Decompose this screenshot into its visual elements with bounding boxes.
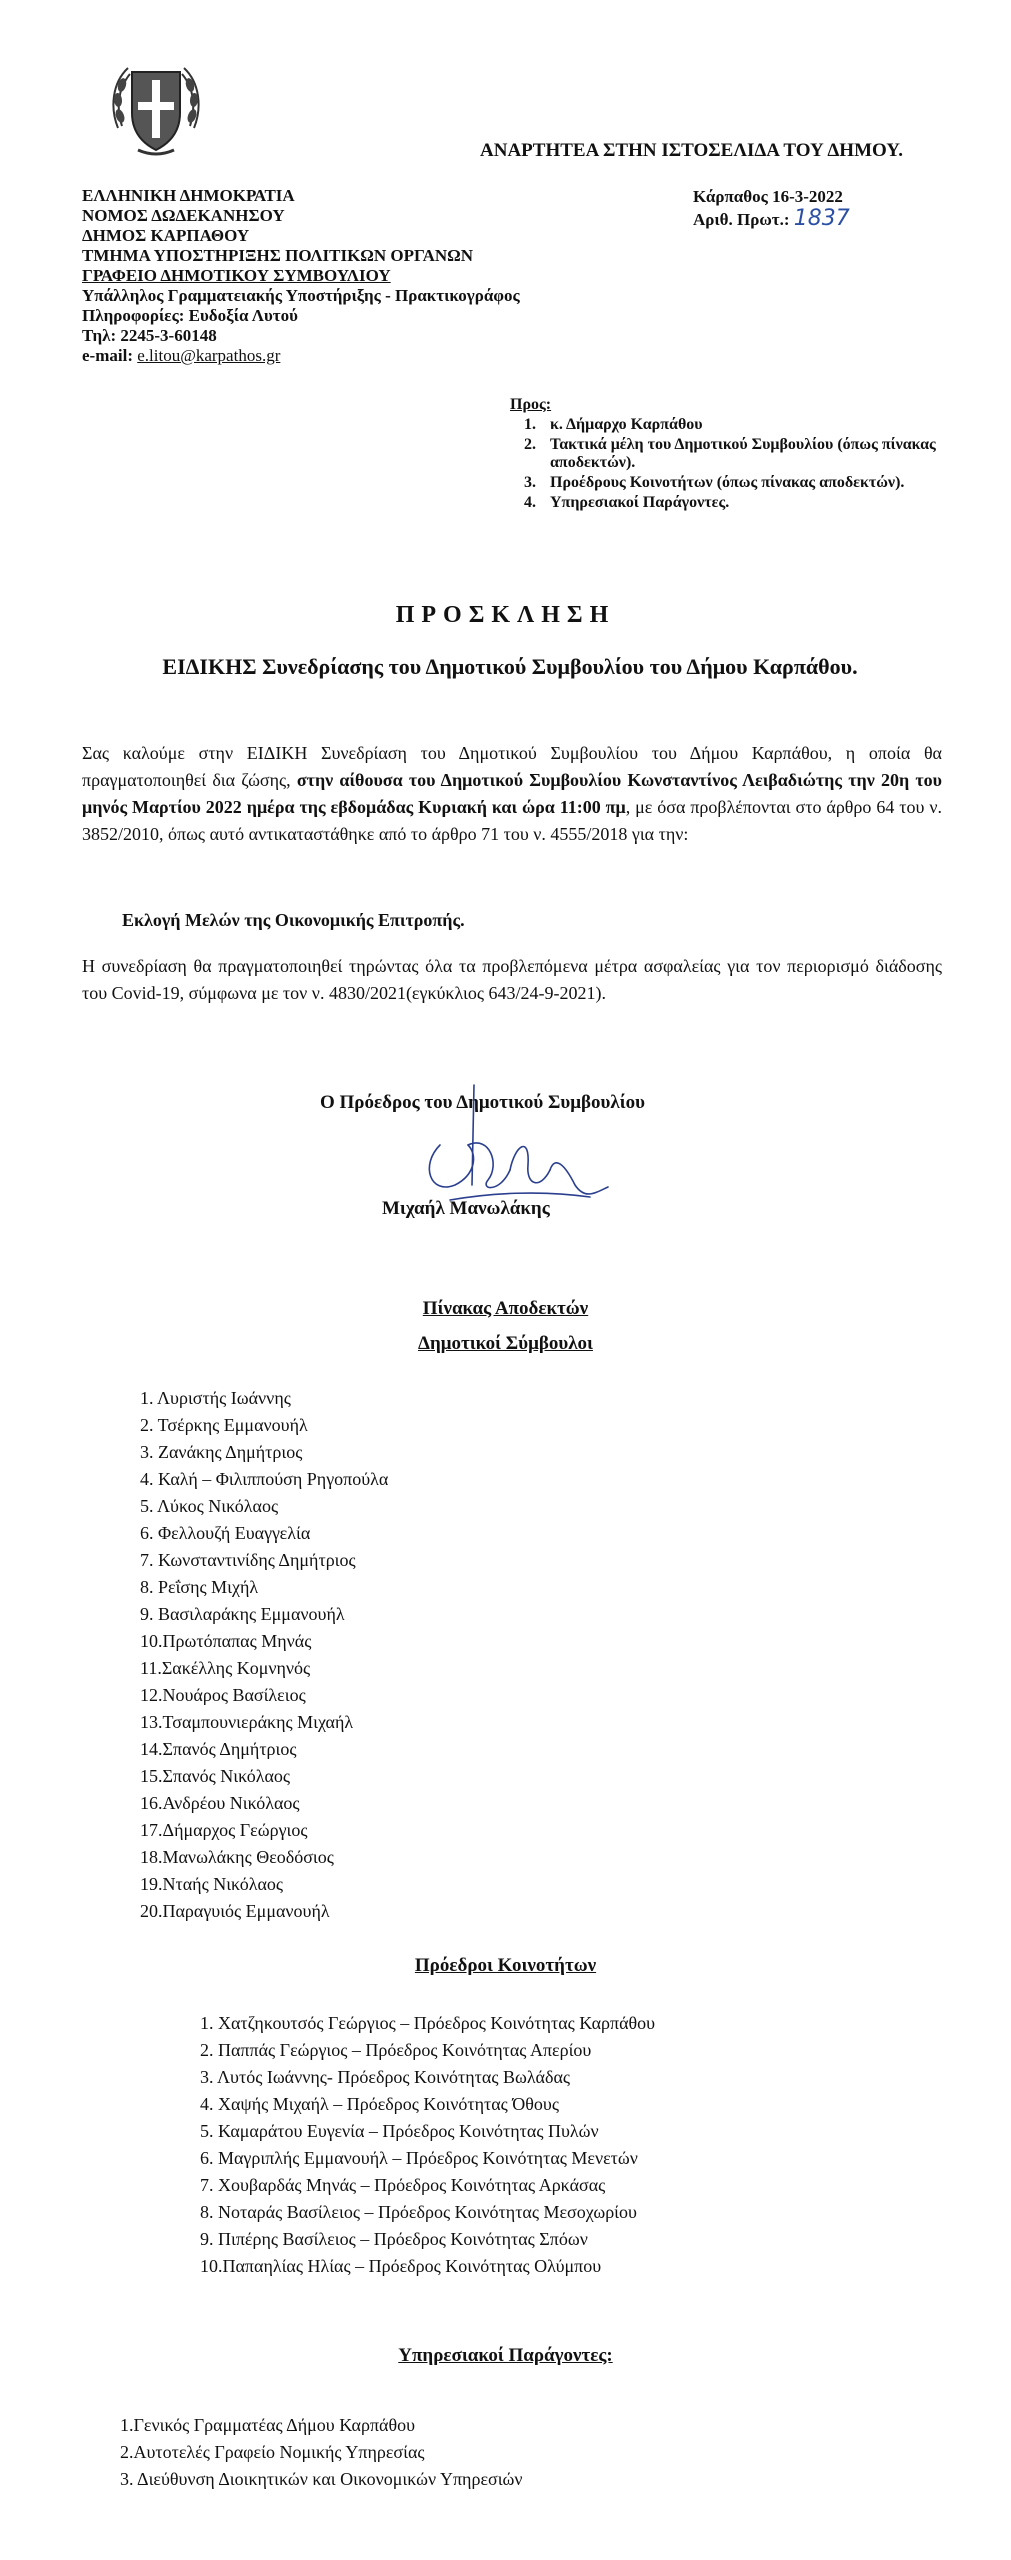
president-name: Μιχαήλ Μανωλάκης <box>382 1198 550 1219</box>
list-item: 7. Χουβαρδάς Μηνάς – Πρόεδρος Κοινότητας Αρκάσας <box>200 2175 606 2195</box>
greek-coat-of-arms-icon <box>108 58 204 158</box>
email-label: e-mail: <box>82 346 133 365</box>
recipients-block <box>510 396 970 514</box>
list-item: 6. Φελλουζή Ευαγγελία <box>140 1523 311 1543</box>
list-item: 13.Τσαμπουνιεράκης Μιχαήλ <box>140 1712 354 1732</box>
protocol-line <box>693 208 850 231</box>
list-item: 4. Καλή – Φιλιππούση Ρηγοπούλα <box>140 1469 389 1489</box>
meeting-venue-time: στην αίθουσα του Δημοτικού Συμβουλίου Κωνσταντίνος Λειβαδιώτης την 20η του μηνός Μαρτίου 2022 ημέρα της εβδομάδας Κυριακή και ώρα 11:00 πμ <box>82 770 942 817</box>
list-item: 2.Αυτοτελές Γραφείο Νομικής Υπηρεσίας <box>120 2442 425 2462</box>
list-item: 10.Πρωτόπαπας Μηνάς <box>140 1631 312 1651</box>
list-item: 3. Διεύθυνση Διοικητικών και Οικονομικών Υπηρεσιών <box>120 2469 523 2489</box>
issuer-department: ΤΜΗΜΑ ΥΠΟΣΤΗΡΙΞΗΣ ΠΟΛΙΤΙΚΩΝ ΟΡΓΑΝΩΝ <box>82 246 474 265</box>
councillors-list <box>140 1385 388 1925</box>
list-item: 9. Βασιλαράκης Εμμανουήλ <box>140 1604 345 1624</box>
issuer-phone: Τηλ: 2245-3-60148 <box>82 326 217 345</box>
list-item: 4. Χαψής Μιχαήλ – Πρόεδρος Κοινότητας Όθους <box>200 2094 559 2114</box>
reference-block <box>693 186 850 231</box>
list-item: 16.Ανδρέου Νικόλαος <box>140 1793 300 1813</box>
list-item: 8. Νοταράς Βασίλειος – Πρόεδρος Κοινότητας Μεσοχωρίου <box>200 2202 637 2222</box>
presidents-list <box>200 2010 655 2280</box>
distribution-title <box>0 1298 1011 1320</box>
issuer-municipality: ΔΗΜΟΣ ΚΑΡΠΑΘΟΥ <box>82 226 250 245</box>
list-item: 6. Μαγριπλής Εμμανουήλ – Πρόεδρος Κοινότητας Μενετών <box>200 2148 638 2168</box>
agenda-item: Εκλογή Μελών της Οικονομικής Επιτροπής. <box>122 910 465 930</box>
place-date: Κάρπαθος 16-3-2022 <box>693 187 843 206</box>
recipients-title: Προς: <box>510 396 552 413</box>
invitation-title: ΠΡΟΣΚΛΗΣΗ <box>395 602 616 628</box>
list-item: 2. Παππάς Γεώργιος – Πρόεδρος Κοινότητας Απερίου <box>200 2040 592 2060</box>
services-title-text: Υπηρεσιακοί Παράγοντες: <box>398 2345 613 2366</box>
list-item: 1. Χατζηκουτσός Γεώργιος – Πρόεδρος Κοινότητας Καρπάθου <box>200 2013 656 2033</box>
email-link[interactable]: e.litou@karpathos.gr <box>137 346 281 365</box>
list-item: 3. Λυτός Ιωάννης- Πρόεδρος Κοινότητας Βωλάδας <box>200 2067 571 2087</box>
list-item: 18.Μανωλάκης Θεοδόσιος <box>140 1847 334 1867</box>
issuer-office: ΓΡΑΦΕΙΟ ΔΗΜΟΤΙΚΟΥ ΣΥΜΒΟΥΛΙΟΥ <box>82 266 391 285</box>
list-item: 20.Παραγυιός Εμμανουήλ <box>140 1901 330 1921</box>
presidents-title-text: Πρόεδροι Κοινοτήτων <box>414 1955 597 1976</box>
issuer-employee-role: Υπάλληλος Γραμματειακής Υποστήριξης - Πρακτικογράφος <box>82 286 520 305</box>
issuer-info-contact: Πληροφορίες: Ευδοξία Λυτού <box>82 306 298 325</box>
list-item: 2. Τσέρκης Εμμανουήλ <box>140 1415 308 1435</box>
list-item: 14.Σπανός Δημήτριος <box>140 1739 297 1759</box>
list-item: 10.Παπαηλίας Ηλίας – Πρόεδρος Κοινότητας Ολύμπου <box>200 2256 602 2276</box>
list-item: 7. Κωνσταντινίδης Δημήτριος <box>140 1550 356 1570</box>
recipient-item: 3. Προέδρους Κοινοτήτων (όπως πίνακας αποδεκτών). <box>540 474 970 492</box>
list-item: 15.Σπανός Νικόλαος <box>140 1766 291 1786</box>
safety-paragraph: Η συνεδρίαση θα πραγματοποιηθεί τηρώντας όλα τα προβλεπόμενα μέτρα ασφαλείας για τον περιορισμό διάδοσης του Covid-19, σύμφωνα με τον ν. 4830/2021(εγκύκλιος 643/24-9-2021). <box>82 956 942 1003</box>
protocol-number: 1837 <box>793 206 850 231</box>
recipients-list <box>510 416 970 512</box>
list-item: 9. Πιπέρης Βασίλειος – Πρόεδρος Κοινότητας Σπόων <box>200 2229 588 2249</box>
services-list <box>120 2412 523 2493</box>
distribution-title-text: Πίνακας Αποδεκτών <box>422 1298 589 1319</box>
paragraph-text: Σας καλούμε στην ΕΙΔΙΚΗ Συνεδρίαση του Δημοτικού Συμβουλίου του Δήμου Καρπάθου, η οποία θα πραγματοποιηθεί δια ζώσης, <box>82 743 942 790</box>
invitation-subtitle: ΕΙΔΙΚΗΣ Συνεδρίασης του Δημοτικού Συμβουλίου του Δήμου Καρπάθου. <box>162 654 858 679</box>
list-item: 17.Δήμαρχος Γεώργιος <box>140 1820 308 1840</box>
invitation-paragraph <box>82 740 942 848</box>
posting-notice: ΑΝΑΡΤΗΤΕΑ ΣΤΗΝ ΙΣΤΟΣΕΛΙΔΑ ΤΟΥ ΔΗΜΟΥ. <box>480 140 904 161</box>
list-item: 12.Νουάρος Βασίλειος <box>140 1685 306 1705</box>
list-item: 5. Λύκος Νικόλαος <box>140 1496 279 1516</box>
councillors-title-text: Δημοτικοί Σύμβουλοι <box>418 1333 593 1354</box>
list-item: 3. Ζανάκης Δημήτριος <box>140 1442 303 1462</box>
recipient-item: 4. Υπηρεσιακοί Παράγοντες. <box>540 494 970 512</box>
list-item: 1.Γενικός Γραμματέας Δήμου Καρπάθου <box>120 2415 416 2435</box>
paragraph-text: , με όσα προβλέπονται στο άρθρο 64 του ν. 3852/2010, όπως αυτό αντικαταστάθηκε από το άρθρο 71 του ν. 4555/2018 για την: <box>82 797 942 844</box>
list-item: 19.Νταής Νικόλαος <box>140 1874 284 1894</box>
president-title: Ο Πρόεδρος του Δημοτικού Συμβουλίου <box>320 1092 645 1113</box>
services-title <box>0 2345 1011 2367</box>
recipient-item: 2. Τακτικά μέλη του Δημοτικού Συμβουλίου (όπως πίνακας αποδεκτών). <box>540 436 970 472</box>
councillors-title <box>0 1333 1011 1355</box>
list-item: 11.Σακέλλης Κομνηνός <box>140 1658 311 1678</box>
list-item: 8. Ρεΐσης Μιχήλ <box>140 1577 259 1597</box>
protocol-label: Αριθ. Πρωτ.: <box>693 210 790 229</box>
presidents-title <box>0 1955 1011 1977</box>
issuer-block <box>82 186 520 366</box>
list-item: 5. Καμαράτου Ευγενία – Πρόεδρος Κοινότητας Πυλών <box>200 2121 599 2141</box>
recipient-item: 1. κ. Δήμαρχο Καρπάθου <box>540 416 970 434</box>
issuer-republic: ΕΛΛΗΝΙΚΗ ΔΗΜΟΚΡΑΤΙΑ <box>82 186 295 205</box>
issuer-prefecture: ΝΟΜΟΣ ΔΩΔΕΚΑΝΗΣΟΥ <box>82 206 285 225</box>
issuer-email-line <box>82 346 520 366</box>
list-item: 1. Λυριστής Ιωάννης <box>140 1388 291 1408</box>
